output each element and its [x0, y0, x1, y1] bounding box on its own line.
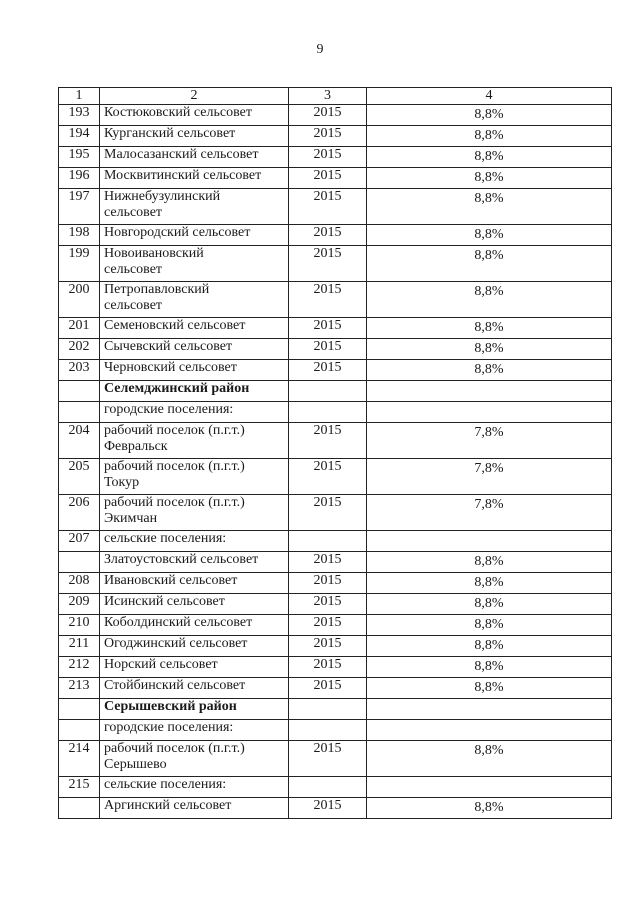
rate-cell	[367, 381, 612, 402]
rate-cell: 7,8%	[367, 495, 612, 531]
table-row	[59, 531, 612, 552]
settlement-name-cell: Исинский сельсовет	[100, 594, 289, 615]
year-cell: 2015	[289, 741, 367, 777]
table-row	[59, 777, 612, 798]
column-1-header: 1	[59, 88, 100, 105]
rate-cell	[367, 699, 612, 720]
row-number-cell: 204	[59, 423, 100, 459]
table-row	[59, 168, 612, 189]
row-number-cell: 206	[59, 495, 100, 531]
rate-cell: 8,8%	[367, 741, 612, 777]
rate-cell: 7,8%	[367, 423, 612, 459]
year-cell: 2015	[289, 225, 367, 246]
table-row	[59, 741, 612, 777]
table-row	[59, 246, 612, 282]
row-number-cell: 201	[59, 318, 100, 339]
row-number-cell: 209	[59, 594, 100, 615]
table-row	[59, 798, 612, 819]
settlement-name-cell: Норский сельсовет	[100, 657, 289, 678]
table-row	[59, 282, 612, 318]
settlement-name-cell: Малосазанский сельсовет	[100, 147, 289, 168]
table-row	[59, 105, 612, 126]
settlement-name-cell: Костюковский сельсовет	[100, 105, 289, 126]
table-row	[59, 225, 612, 246]
row-number-cell	[59, 699, 100, 720]
column-3-header: 3	[289, 88, 367, 105]
year-cell: 2015	[289, 168, 367, 189]
row-number-cell: 197	[59, 189, 100, 225]
rate-cell: 8,8%	[367, 678, 612, 699]
table-row	[59, 636, 612, 657]
table-row	[59, 720, 612, 741]
row-number-cell: 194	[59, 126, 100, 147]
year-cell	[289, 402, 367, 423]
row-number-cell: 203	[59, 360, 100, 381]
row-number-cell	[59, 381, 100, 402]
row-number-cell	[59, 720, 100, 741]
year-cell: 2015	[289, 423, 367, 459]
rate-cell: 8,8%	[367, 657, 612, 678]
row-number-cell: 208	[59, 573, 100, 594]
settlement-name-cell: Сычевский сельсовет	[100, 339, 289, 360]
settlement-name-cell: Стойбинский сельсовет	[100, 678, 289, 699]
rate-cell: 8,8%	[367, 282, 612, 318]
settlement-name-cell: Златоустовский сельсовет	[100, 552, 289, 573]
settlement-name-cell: сельские поселения:	[100, 531, 289, 552]
settlement-name-cell: Курганский сельсовет	[100, 126, 289, 147]
table-row	[59, 360, 612, 381]
district-heading-row	[59, 699, 612, 720]
rate-cell: 8,8%	[367, 225, 612, 246]
year-cell: 2015	[289, 282, 367, 318]
rate-cell: 8,8%	[367, 318, 612, 339]
settlement-name-cell: Коболдинский сельсовет	[100, 615, 289, 636]
column-2-header: 2	[100, 88, 289, 105]
rate-cell: 8,8%	[367, 189, 612, 225]
year-cell: 2015	[289, 189, 367, 225]
column-4-header: 4	[367, 88, 612, 105]
row-number-cell: 211	[59, 636, 100, 657]
settlement-name-cell: Семеновский сельсовет	[100, 318, 289, 339]
settlement-name-cell: городские поселения:	[100, 402, 289, 423]
settlement-name-cell: Нижнебузулинский сельсовет	[100, 189, 289, 225]
table-row	[59, 423, 612, 459]
table-row	[59, 615, 612, 636]
district-name-cell: Селемджинский район	[100, 381, 289, 402]
row-number-cell: 199	[59, 246, 100, 282]
rate-cell	[367, 777, 612, 798]
rate-cell: 8,8%	[367, 552, 612, 573]
table-row	[59, 594, 612, 615]
year-cell	[289, 531, 367, 552]
year-cell: 2015	[289, 360, 367, 381]
rate-cell: 7,8%	[367, 459, 612, 495]
settlement-name-cell: Ивановский сельсовет	[100, 573, 289, 594]
year-cell: 2015	[289, 495, 367, 531]
row-number-cell: 213	[59, 678, 100, 699]
table-row	[59, 459, 612, 495]
rate-cell: 8,8%	[367, 126, 612, 147]
year-cell: 2015	[289, 657, 367, 678]
year-cell	[289, 777, 367, 798]
rate-cell	[367, 402, 612, 423]
rate-cell: 8,8%	[367, 594, 612, 615]
rate-cell: 8,8%	[367, 798, 612, 819]
settlement-name-cell: Черновский сельсовет	[100, 360, 289, 381]
rate-cell: 8,8%	[367, 168, 612, 189]
table-row	[59, 495, 612, 531]
year-cell: 2015	[289, 798, 367, 819]
row-number-cell: 215	[59, 777, 100, 798]
settlement-name-cell: рабочий поселок (п.г.т.) Экимчан	[100, 495, 289, 531]
rate-cell: 8,8%	[367, 360, 612, 381]
table-row	[59, 339, 612, 360]
row-number-cell: 193	[59, 105, 100, 126]
row-number-cell: 205	[59, 459, 100, 495]
settlement-name-cell: рабочий поселок (п.г.т.) Серышево	[100, 741, 289, 777]
settlement-name-cell: Москвитинский сельсовет	[100, 168, 289, 189]
settlement-name-cell: Аргинский сельсовет	[100, 798, 289, 819]
table-body	[59, 105, 612, 819]
row-number-cell: 214	[59, 741, 100, 777]
settlement-name-cell: Новгородский сельсовет	[100, 225, 289, 246]
year-cell: 2015	[289, 459, 367, 495]
table-row	[59, 126, 612, 147]
table-row	[59, 147, 612, 168]
settlement-name-cell: Огоджинский сельсовет	[100, 636, 289, 657]
year-cell	[289, 720, 367, 741]
row-number-cell: 200	[59, 282, 100, 318]
rate-cell: 8,8%	[367, 105, 612, 126]
table-row	[59, 657, 612, 678]
year-cell: 2015	[289, 105, 367, 126]
rate-cell: 8,8%	[367, 339, 612, 360]
settlement-name-cell: Новоивановский сельсовет	[100, 246, 289, 282]
district-name-cell: Серышевский район	[100, 699, 289, 720]
year-cell: 2015	[289, 246, 367, 282]
rate-cell: 8,8%	[367, 246, 612, 282]
year-cell: 2015	[289, 573, 367, 594]
table-row	[59, 552, 612, 573]
year-cell	[289, 699, 367, 720]
row-number-cell: 202	[59, 339, 100, 360]
page-number: 9	[316, 42, 324, 57]
settlement-name-cell: рабочий поселок (п.г.т.) Февральск	[100, 423, 289, 459]
row-number-cell: 207	[59, 531, 100, 552]
settlement-name-cell: рабочий поселок (п.г.т.) Токур	[100, 459, 289, 495]
rate-cell: 8,8%	[367, 636, 612, 657]
row-number-cell: 195	[59, 147, 100, 168]
row-number-cell: 196	[59, 168, 100, 189]
year-cell: 2015	[289, 678, 367, 699]
year-cell	[289, 381, 367, 402]
table-row	[59, 402, 612, 423]
year-cell: 2015	[289, 339, 367, 360]
year-cell: 2015	[289, 594, 367, 615]
row-number-cell	[59, 798, 100, 819]
district-heading-row	[59, 381, 612, 402]
table-row	[59, 318, 612, 339]
year-cell: 2015	[289, 615, 367, 636]
year-cell: 2015	[289, 126, 367, 147]
year-cell: 2015	[289, 636, 367, 657]
row-number-cell: 198	[59, 225, 100, 246]
rate-cell	[367, 531, 612, 552]
table-row	[59, 573, 612, 594]
row-number-cell	[59, 402, 100, 423]
table-row	[59, 678, 612, 699]
rate-cell: 8,8%	[367, 573, 612, 594]
rate-cell: 8,8%	[367, 615, 612, 636]
settlement-name-cell: Петропавловский сельсовет	[100, 282, 289, 318]
row-number-cell: 212	[59, 657, 100, 678]
municipal-rates-table	[58, 87, 612, 819]
settlement-name-cell: городские поселения:	[100, 720, 289, 741]
settlement-name-cell: сельские поселения:	[100, 777, 289, 798]
row-number-cell	[59, 552, 100, 573]
year-cell: 2015	[289, 318, 367, 339]
column-number-row	[59, 88, 612, 105]
year-cell: 2015	[289, 552, 367, 573]
rate-cell	[367, 720, 612, 741]
year-cell: 2015	[289, 147, 367, 168]
table-row	[59, 189, 612, 225]
row-number-cell: 210	[59, 615, 100, 636]
rate-cell: 8,8%	[367, 147, 612, 168]
